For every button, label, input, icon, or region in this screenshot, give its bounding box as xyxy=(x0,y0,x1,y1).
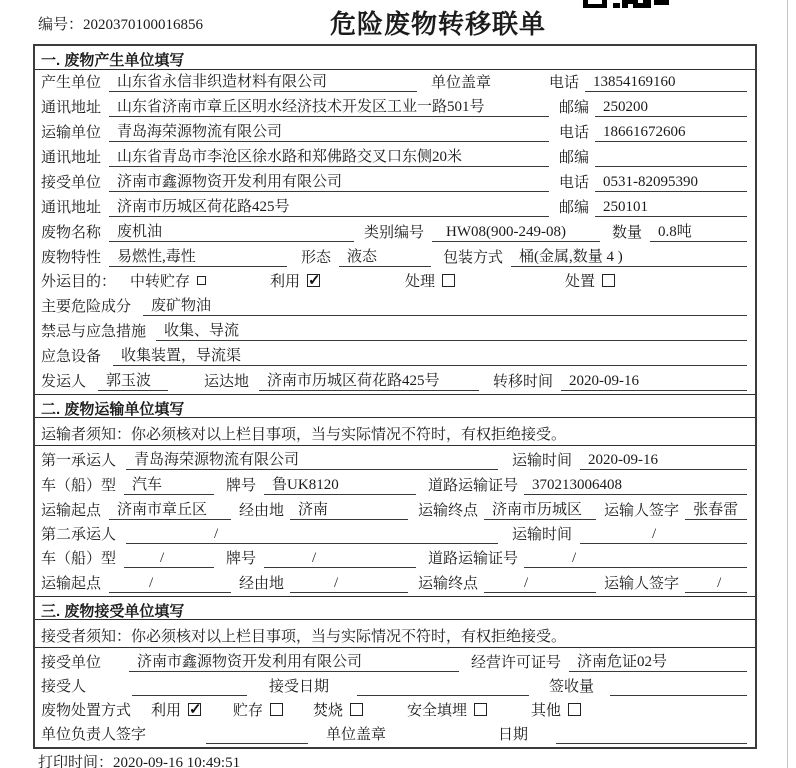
responsible-sign-label: 单位负责人签字 xyxy=(41,727,147,744)
checkbox xyxy=(442,274,455,287)
hazard-label: 主要危险成分 xyxy=(41,299,132,316)
carrier-sign-value: / xyxy=(685,575,747,593)
acceptor-label: 接受人 xyxy=(41,678,87,695)
checkbox-label: 中转贮存 xyxy=(130,274,191,291)
emergency-equipment-row xyxy=(35,344,755,369)
transfer-time-value: 2020-09-16 xyxy=(561,373,747,391)
doc-number-value: 2020370100016856 xyxy=(83,17,204,33)
transport-time-value: 2020-09-16 xyxy=(580,452,747,470)
producer-value: 山东省永信非织造材料有限公司 xyxy=(109,70,417,92)
waste-name-value: 废机油 xyxy=(109,220,354,242)
transporter-address-row xyxy=(35,145,755,170)
hazard-value: 废矿物油 xyxy=(143,294,747,316)
checkbox-label: 安全填埋 xyxy=(407,702,468,719)
route-via-value: / xyxy=(290,575,408,593)
operating-license-value: 济南危证02号 xyxy=(569,650,747,672)
carrier1-row xyxy=(35,446,755,473)
waste-name-row xyxy=(35,220,755,245)
receiver-notice: 接受者须知：你必须核对以上栏目事项，当与实际情况不符时，有权拒绝接受。 xyxy=(35,620,755,648)
transport-time-value: / xyxy=(580,526,747,544)
date-label: 日期 xyxy=(498,727,529,744)
dispatcher-label: 发运人 xyxy=(41,374,87,391)
route-end-label: 运输终点 xyxy=(418,575,479,592)
carrier2-value: / xyxy=(126,526,498,544)
transporter-phone-value: 18661672606 xyxy=(595,124,747,142)
emergency-equipment-value: 收集装置，导流渠 xyxy=(113,344,747,366)
emergency-measures-value: 收集、导流 xyxy=(156,319,747,341)
waste-pack-label: 包装方式 xyxy=(443,250,504,266)
checkbox xyxy=(270,703,283,716)
checkbox xyxy=(474,703,487,716)
transporter-label: 运输单位 xyxy=(41,125,102,141)
checkbox xyxy=(307,274,320,287)
emergency-measures-label: 禁忌与应急措施 xyxy=(41,324,147,341)
accepting-unit-row xyxy=(35,648,755,675)
checkbox-label: 利用 xyxy=(151,702,182,719)
address-label: 通讯地址 xyxy=(41,150,102,166)
transfer-time-label: 转移时间 xyxy=(493,374,554,391)
producer-zip-value: 250200 xyxy=(595,99,747,117)
plate-label: 牌号 xyxy=(226,478,257,495)
accept-date-value xyxy=(357,695,529,696)
transporter-notice: 运输者须知：你必须核对以上栏目事项，当与实际情况不符时，有权拒绝接受。 xyxy=(35,418,755,446)
receiver-value: 济南市鑫源物资开发利用有限公司 xyxy=(109,170,549,192)
carrier-sign-value: 张春雷 xyxy=(685,498,747,520)
plate-label: 牌号 xyxy=(226,551,257,568)
producer-label: 产生单位 xyxy=(41,75,102,91)
dispatch-row xyxy=(35,369,755,394)
waste-qty-label: 数量 xyxy=(612,225,643,241)
accepting-unit-label: 接受单位 xyxy=(41,654,102,671)
producer-row xyxy=(35,70,755,95)
zip-label: 邮编 xyxy=(559,150,590,166)
road-license-value: / xyxy=(524,550,747,568)
waste-code-value: HW08(900-249-08) xyxy=(432,224,600,242)
transporter-zip-value xyxy=(595,166,747,167)
disposal-option-other xyxy=(531,699,581,720)
print-time-label: 打印时间： xyxy=(38,755,114,768)
transfer-purpose-row xyxy=(35,270,755,294)
transporter-row xyxy=(35,120,755,145)
disposal-option-utilize xyxy=(151,699,233,720)
checkbox-label: 焚烧 xyxy=(313,702,344,719)
responsible-signature-row xyxy=(35,723,755,747)
section3-header: 三. 废物接受单位填写 xyxy=(35,596,755,620)
emergency-measures-row xyxy=(35,319,755,344)
zip-label: 邮编 xyxy=(559,100,590,116)
form-table xyxy=(33,44,757,749)
receiver-phone-value: 0531-82095390 xyxy=(595,174,747,192)
accepting-unit-value: 济南市鑫源物资开发利用有限公司 xyxy=(129,650,459,672)
destination-label: 运达地 xyxy=(204,374,250,391)
route-start-label: 运输起点 xyxy=(41,503,102,520)
responsible-sign-value xyxy=(206,743,308,744)
checkbox xyxy=(602,274,615,287)
signed-qty-value xyxy=(610,695,747,696)
section2-header: 二. 废物运输单位填写 xyxy=(35,394,755,418)
receiver-label: 接受单位 xyxy=(41,175,102,191)
carrier2-label: 第二承运人 xyxy=(41,527,117,544)
emergency-equipment-label: 应急设备 xyxy=(41,349,102,366)
disposal-option-store xyxy=(233,699,313,720)
vehicle2-row xyxy=(35,547,755,571)
print-time xyxy=(38,751,240,768)
purpose-label: 外运目的： xyxy=(41,274,117,291)
receiver-row xyxy=(35,170,755,195)
waste-qty-value: 0.8吨 xyxy=(650,220,747,242)
waste-code-label: 类别编号 xyxy=(364,225,425,241)
disposal-option-landfill xyxy=(407,699,531,720)
doc-number-label: 编号： xyxy=(38,17,84,33)
route-end-label: 运输终点 xyxy=(418,503,479,520)
vehicle-type-label: 车（船）型 xyxy=(41,551,117,568)
road-license-value: 370213006408 xyxy=(524,477,747,495)
purpose-option-treat xyxy=(405,270,565,291)
transporter-address-value: 山东省青岛市李沧区徐水路和郑佛路交叉口东侧20米 xyxy=(109,145,549,167)
accept-date-label: 接受日期 xyxy=(269,678,330,695)
destination-value: 济南市历城区荷花路425号 xyxy=(259,369,479,391)
acceptor-value xyxy=(132,695,247,696)
waste-form-value: 液态 xyxy=(339,245,431,267)
address-label: 通讯地址 xyxy=(41,100,102,116)
page-edge-divider xyxy=(787,0,788,768)
transport-time-label: 运输时间 xyxy=(512,527,573,544)
route-via-value: 济南 xyxy=(290,498,408,520)
route-end-value: / xyxy=(484,575,596,593)
purpose-option-utilize xyxy=(270,270,405,291)
checkbox xyxy=(197,276,206,285)
receiver-zip-value: 250101 xyxy=(595,199,747,217)
carrier2-row xyxy=(35,523,755,547)
dispatcher-value: 郭玉波 xyxy=(98,369,168,391)
checkbox xyxy=(188,703,201,716)
route-via-label: 经由地 xyxy=(239,575,285,592)
phone-label: 电话 xyxy=(559,125,590,141)
checkbox xyxy=(350,703,363,716)
waste-props-label: 废物特性 xyxy=(41,250,102,266)
checkbox-label: 贮存 xyxy=(233,702,264,719)
date-value xyxy=(556,743,747,744)
checkbox-label: 处理 xyxy=(405,274,436,291)
receiver-address-value: 济南市历城区荷花路425号 xyxy=(109,195,549,217)
checkbox-label: 利用 xyxy=(270,274,301,291)
plate-value: 鲁UK8120 xyxy=(264,473,416,495)
phone-label: 电话 xyxy=(559,175,590,191)
signed-qty-label: 签收量 xyxy=(549,678,595,695)
disposal-method-row xyxy=(35,699,755,723)
carrier-sign-label: 运输人签字 xyxy=(604,575,680,592)
checkbox xyxy=(568,703,581,716)
zip-label: 邮编 xyxy=(559,200,590,216)
phone-label: 电话 xyxy=(549,75,580,91)
waste-props-row xyxy=(35,245,755,270)
route1-row xyxy=(35,498,755,523)
address-label: 通讯地址 xyxy=(41,200,102,216)
road-license-label: 道路运输证号 xyxy=(428,478,519,495)
section1-header: 一. 废物产生单位填写 xyxy=(35,46,755,70)
waste-form-label: 形态 xyxy=(301,250,332,266)
waste-props-value: 易燃性,毒性 xyxy=(109,245,287,267)
unit-stamp-label: 单位盖章 xyxy=(326,727,387,744)
transporter-value: 青岛海荣源物流有限公司 xyxy=(109,120,549,142)
qr-code-fragment-icon xyxy=(583,0,669,9)
carrier1-label: 第一承运人 xyxy=(41,453,117,470)
checkbox-label: 处置 xyxy=(565,274,596,291)
checkbox-label: 其他 xyxy=(531,702,562,719)
producer-address-row xyxy=(35,95,755,120)
disposal-method-label: 废物处置方式 xyxy=(41,702,132,719)
hazard-row xyxy=(35,294,755,319)
purpose-option-storage xyxy=(130,270,270,291)
page-title: 危险废物转移联单 xyxy=(330,10,547,39)
route2-row xyxy=(35,571,755,595)
route-start-label: 运输起点 xyxy=(41,575,102,592)
road-license-label: 道路运输证号 xyxy=(428,551,519,568)
route-start-value: 济南市章丘区 xyxy=(109,498,231,520)
producer-phone-value: 13854169160 xyxy=(585,74,747,92)
route-start-value: / xyxy=(109,575,231,593)
vehicle-type-value: 汽车 xyxy=(124,473,214,495)
carrier-sign-label: 运输人签字 xyxy=(604,503,680,520)
route-via-label: 经由地 xyxy=(239,503,285,520)
waste-pack-value: 桶(金属,数量 4 ) xyxy=(511,245,747,267)
print-time-value: 2020-09-16 10:49:51 xyxy=(113,755,241,768)
doc-number xyxy=(38,13,203,34)
acceptor-row xyxy=(35,675,755,699)
producer-address-value: 山东省济南市章丘区明水经济技术开发区工业一路501号 xyxy=(109,95,549,117)
waste-name-label: 废物名称 xyxy=(41,225,102,241)
vehicle1-row xyxy=(35,473,755,498)
route-end-value: 济南市历城区 xyxy=(484,498,596,520)
carrier1-value: 青岛海荣源物流有限公司 xyxy=(126,448,498,470)
receiver-address-row xyxy=(35,195,755,220)
vehicle-type-value: / xyxy=(124,550,214,568)
purpose-option-dispose xyxy=(565,270,615,291)
stamp-label: 单位盖章 xyxy=(431,75,492,91)
disposal-option-incinerate xyxy=(313,699,407,720)
document-header xyxy=(0,0,796,44)
plate-value: / xyxy=(264,550,416,568)
vehicle-type-label: 车（船）型 xyxy=(41,478,117,495)
transport-time-label: 运输时间 xyxy=(512,453,573,470)
operating-license-label: 经营许可证号 xyxy=(471,654,562,671)
